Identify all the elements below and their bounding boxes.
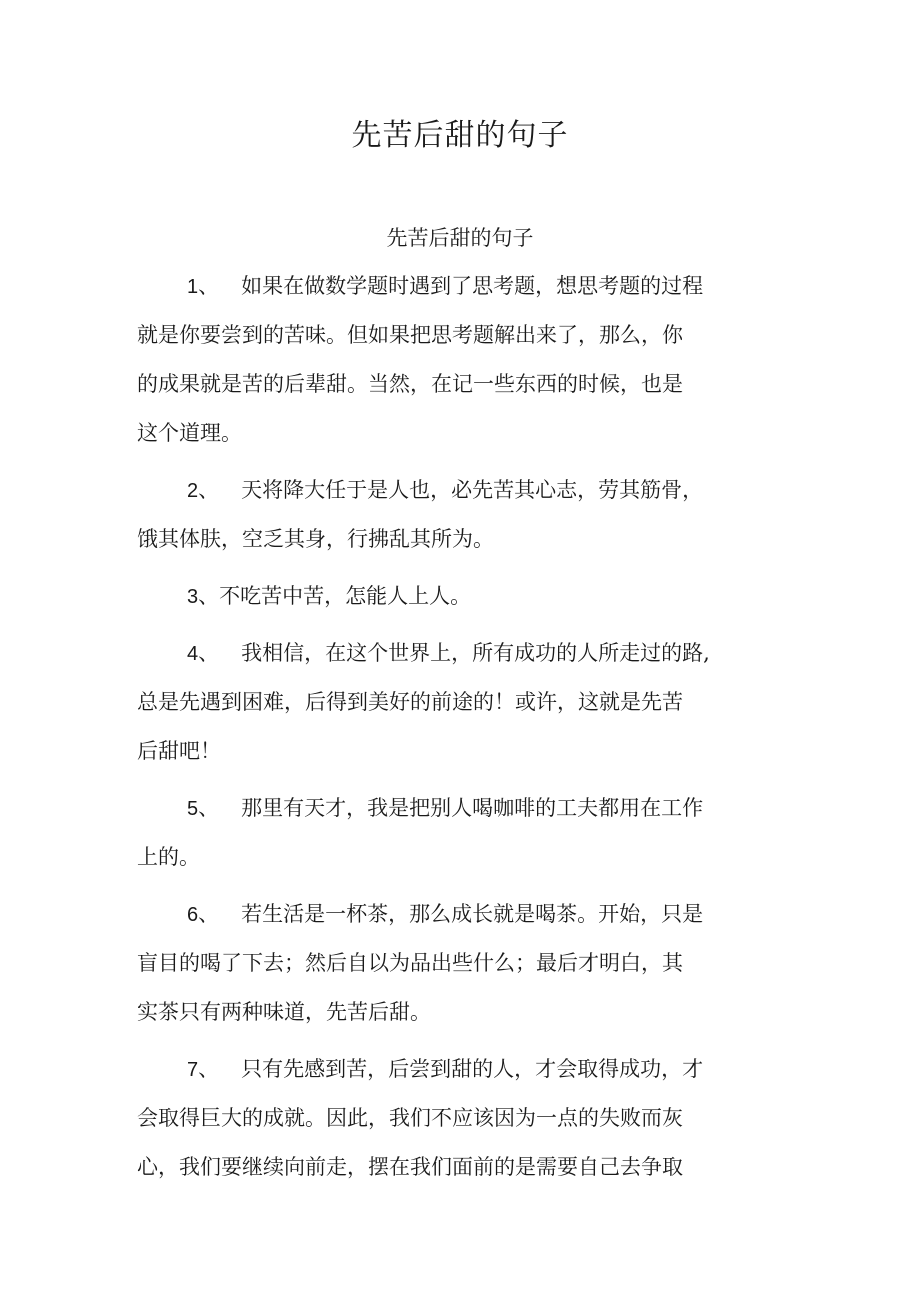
list-item [137, 262, 732, 458]
item-number: 3 [187, 586, 199, 608]
item-line [137, 988, 732, 1037]
item-text: 那里有天才，我是把别人喝咖啡的工夫都用在工作 [241, 796, 704, 820]
document-body [137, 262, 732, 1200]
item-separator: 、 [198, 478, 220, 502]
document-title: 先苦后甜的句子 [351, 118, 569, 153]
item-text: 若生活是一杯茶，那么成长就是喝茶。开始，只是 [241, 902, 704, 926]
item-first-line [137, 466, 732, 515]
item-line [137, 727, 732, 776]
item-separator: 、 [198, 1057, 220, 1081]
list-item [137, 890, 732, 1037]
item-line [137, 311, 732, 360]
document-subtitle: 先苦后甜的句子 [386, 226, 534, 250]
item-text: 天将降大任于是人也，必先苦其心志，劳其筋骨， [241, 478, 704, 502]
item-number: 4 [187, 643, 199, 665]
item-text: 这个道理。 [137, 421, 242, 445]
item-line [137, 1143, 732, 1192]
list-item [137, 784, 732, 882]
list-item [137, 466, 732, 564]
item-line [137, 409, 732, 458]
item-text: 后甜吧！ [137, 739, 221, 763]
item-text: 饿其体肤，空乏其身，行拂乱其所为。 [137, 527, 494, 551]
item-first-line [137, 1045, 732, 1094]
item-line [137, 678, 732, 727]
item-first-line [137, 890, 732, 939]
list-item [137, 1045, 732, 1192]
item-text: 不吃苦中苦，怎能人上人。 [219, 584, 472, 608]
item-text: 只有先感到苦，后尝到甜的人，才会取得成功，才 [241, 1057, 704, 1081]
item-number: 5 [187, 798, 199, 820]
item-text: 心，我们要继续向前走，摆在我们面前的是需要自己去争取 [137, 1155, 683, 1179]
item-text: 总是先遇到困难，后得到美好的前途的！或许，这就是先苦 [137, 690, 683, 714]
item-text: 就是你要尝到的苦味。但如果把思考题解出来了，那么，你 [137, 323, 683, 347]
item-separator: 、 [198, 274, 220, 298]
item-number: 6 [187, 904, 199, 926]
item-text: 会取得巨大的成就。因此，我们不应该因为一点的失败而灰 [137, 1106, 683, 1130]
item-first-line [137, 262, 732, 311]
item-separator: 、 [198, 796, 220, 820]
item-text: 如果在做数学题时遇到了思考题，想思考题的过程 [241, 274, 704, 298]
item-line [137, 1094, 732, 1143]
list-item [137, 572, 732, 621]
item-number: 1 [187, 276, 199, 298]
item-separator: 、 [198, 641, 220, 665]
item-first-line [137, 572, 732, 621]
item-line [137, 939, 732, 988]
item-text: 上的。 [137, 845, 200, 869]
item-text: 实茶只有两种味道，先苦后甜。 [137, 1000, 431, 1024]
item-text: 盲目的喝了下去；然后自以为品出些什么；最后才明白，其 [137, 951, 683, 975]
item-line [137, 360, 732, 409]
item-first-line [137, 629, 732, 678]
item-text: 的成果就是苦的后辈甜。当然，在记一些东西的时候，也是 [137, 372, 683, 396]
item-first-line [137, 784, 732, 833]
item-number: 2 [187, 480, 199, 502]
item-line [137, 833, 732, 882]
item-separator: 、 [198, 902, 220, 926]
item-text: 我相信，在这个世界上，所有成功的人所走过的路, [241, 641, 710, 665]
item-line [137, 515, 732, 564]
item-number: 7 [187, 1059, 199, 1081]
item-separator: 、 [198, 584, 220, 608]
list-item [137, 629, 732, 776]
